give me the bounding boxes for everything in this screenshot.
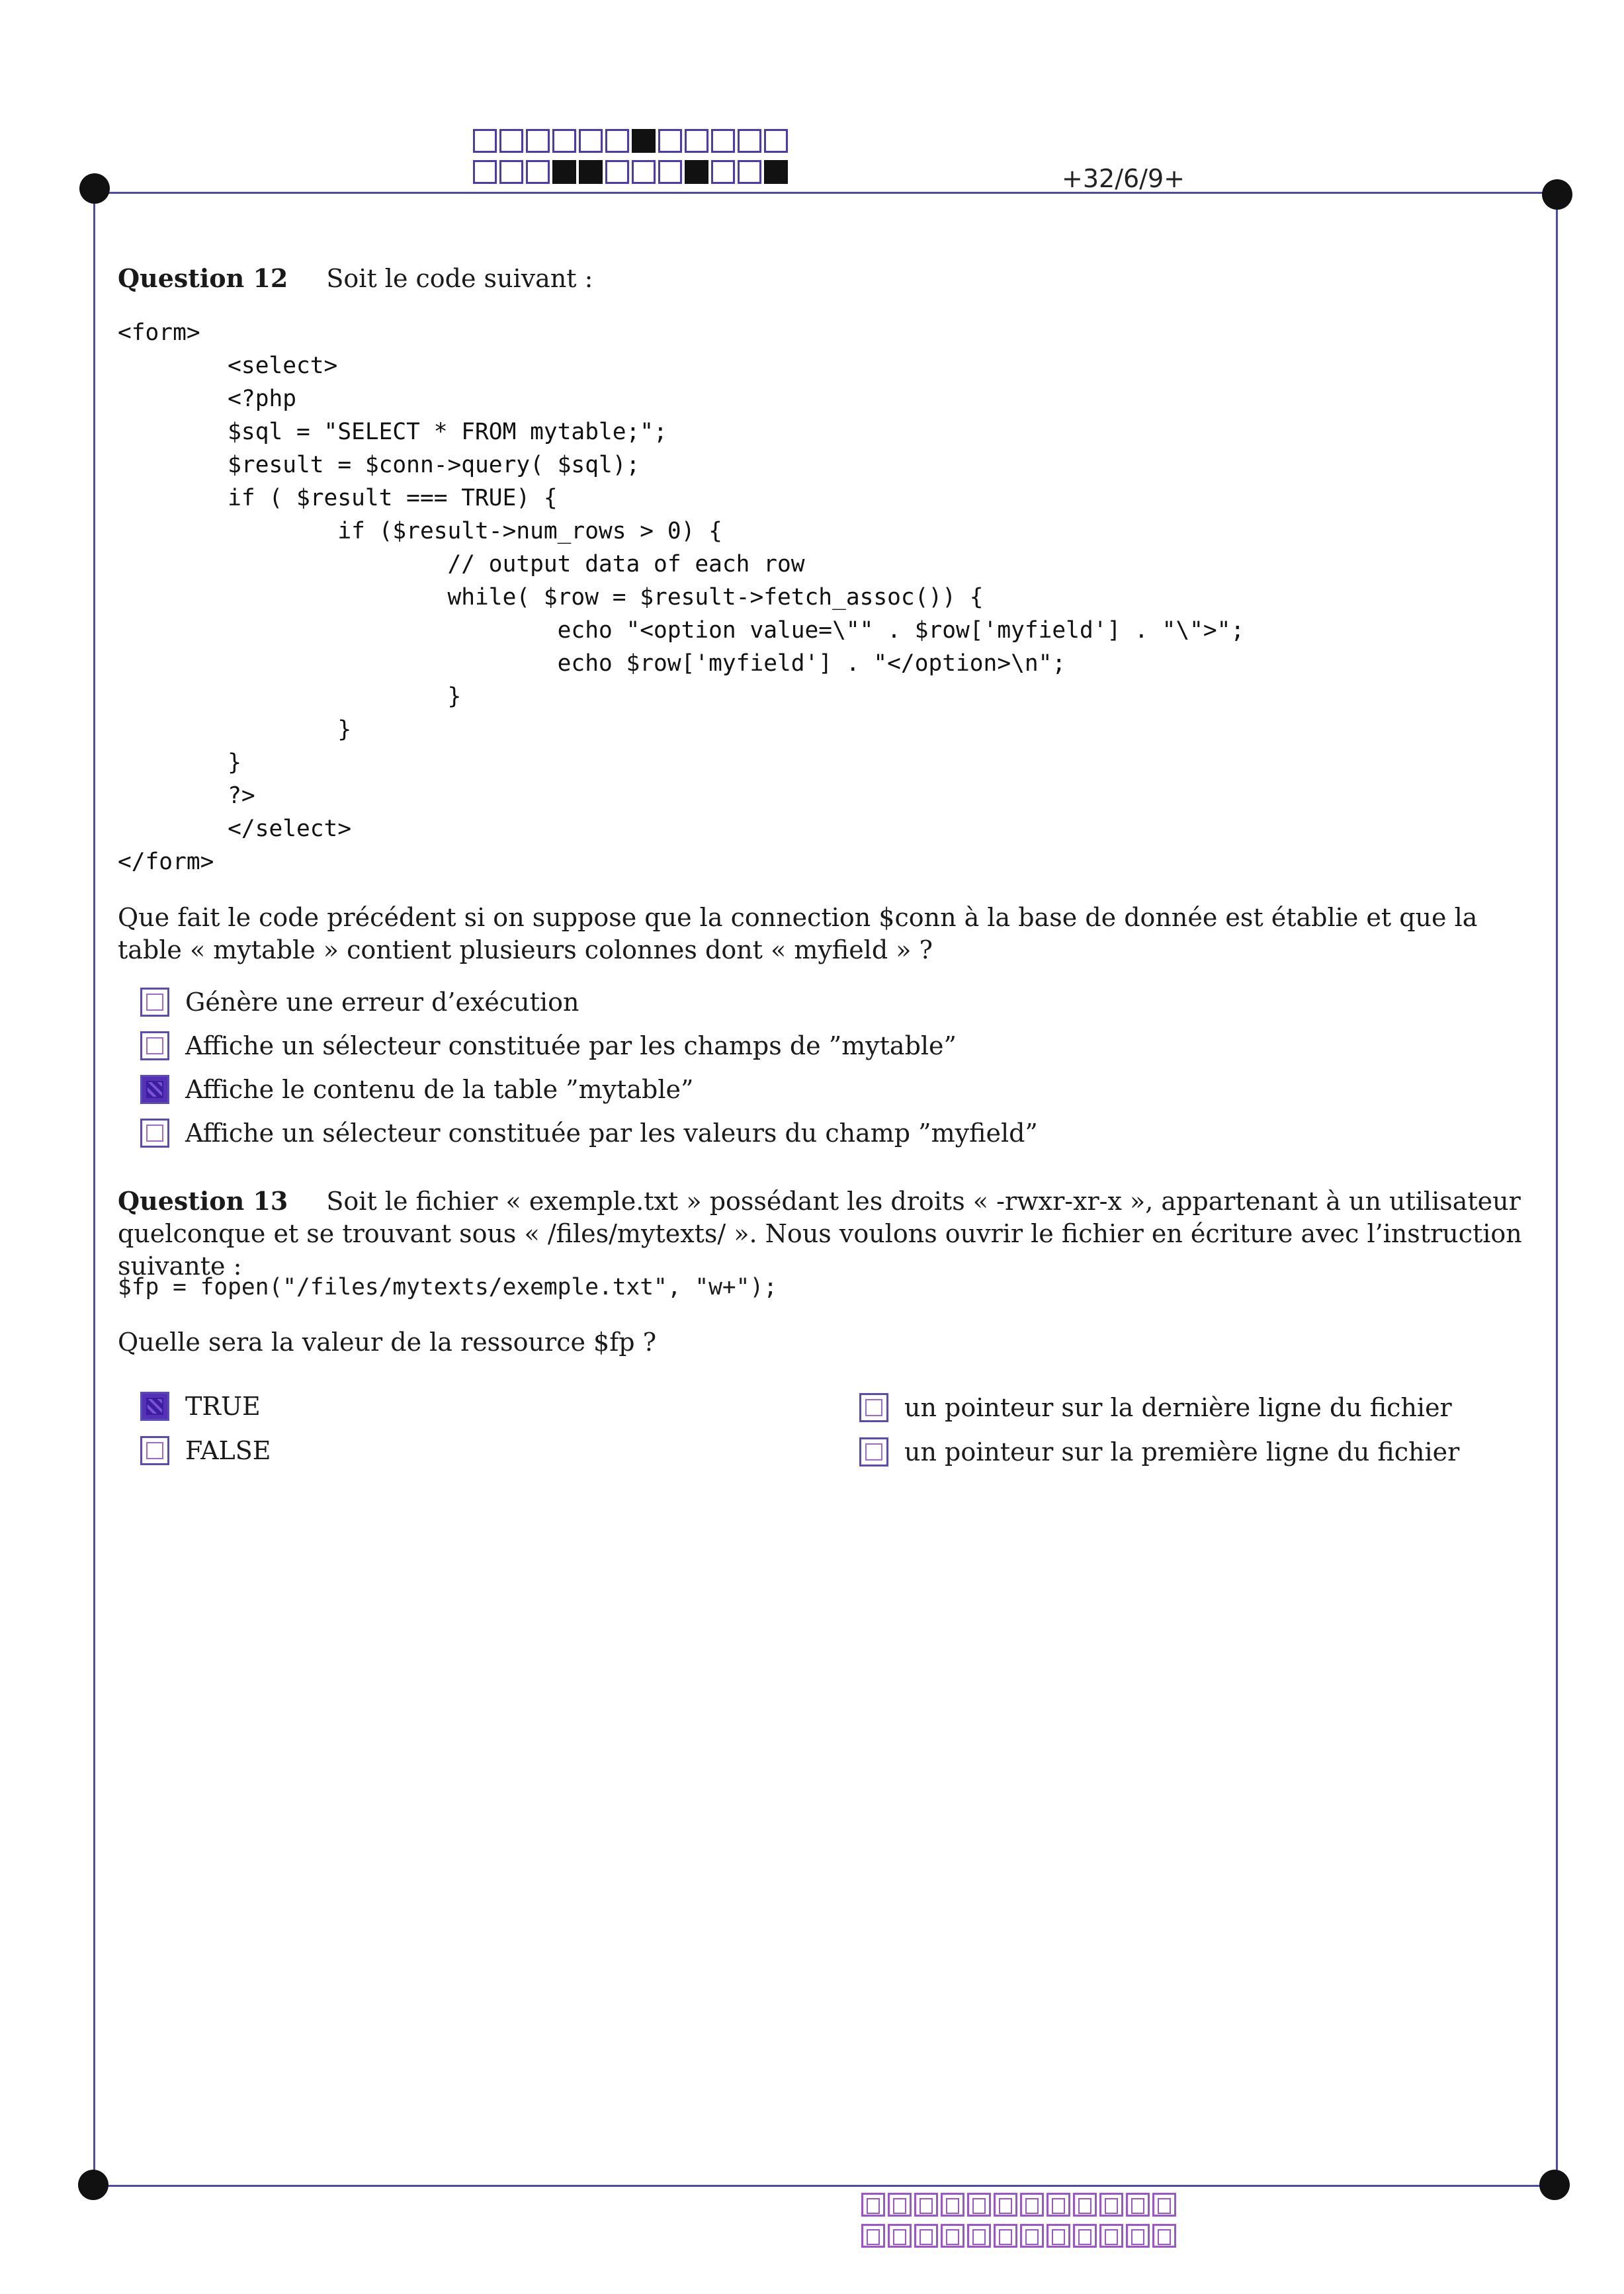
barcode-cell: [1152, 2224, 1176, 2248]
question-label: Question 13: [118, 1186, 288, 1216]
barcode-cell: [711, 160, 735, 184]
option-label: TRUE: [185, 1392, 261, 1421]
option-label: Affiche un sélecteur constituée par les champs de ”mytable”: [185, 1031, 957, 1060]
barcode-cell: [552, 129, 576, 153]
barcode-cell: [1099, 2193, 1123, 2217]
q12-option-1[interactable]: [140, 988, 579, 1017]
q13-option-false[interactable]: [140, 1436, 271, 1465]
barcode-cell: [994, 2224, 1017, 2248]
fopen-code: $fp = fopen("/files/mytexts/exemple.txt", "w+");: [118, 1274, 777, 1300]
barcode-cell: [738, 160, 761, 184]
q13-option-first-line[interactable]: [859, 1437, 1459, 1466]
question-12-text: Que fait le code précédent si on suppose que la connection $conn à la base de donnée est établie et que la table « mytable » contient plusieurs colonnes dont « myfield » ?: [118, 903, 1478, 964]
barcode-cell: [685, 160, 708, 184]
barcode-cell: [632, 129, 656, 153]
question-13-text: Quelle sera la valeur de la ressource $fp ?: [118, 1328, 657, 1357]
page-id: +32/6/9+: [1062, 164, 1185, 193]
barcode-cell: [1126, 2193, 1150, 2217]
question-intro: Soit le code suivant :: [326, 264, 593, 293]
barcode-cell: [861, 2224, 885, 2248]
barcode-cell: [1152, 2193, 1176, 2217]
barcode-cell: [914, 2193, 938, 2217]
barcode-cell: [861, 2193, 885, 2217]
barcode-cell: [526, 160, 550, 184]
barcode-cell: [1099, 2224, 1123, 2248]
barcode-cell: [941, 2224, 964, 2248]
q13-option-last-line[interactable]: [859, 1393, 1452, 1422]
barcode-bottom-row-2: [861, 2224, 1179, 2248]
barcode-cell: [685, 129, 708, 153]
q12-option-2[interactable]: [140, 1031, 957, 1060]
barcode-cell: [473, 129, 497, 153]
barcode-cell: [1126, 2224, 1150, 2248]
barcode-cell: [658, 129, 682, 153]
q12-option-4[interactable]: [140, 1119, 1038, 1148]
barcode-cell: [888, 2193, 912, 2217]
question-12-heading: [118, 263, 593, 293]
barcode-cell: [526, 129, 550, 153]
barcode-cell: [499, 160, 523, 184]
barcode-bottom-row-1: [861, 2193, 1179, 2217]
barcode-cell: [764, 160, 788, 184]
barcode-cell: [1020, 2224, 1044, 2248]
q12-option-3[interactable]: [140, 1075, 693, 1104]
frame-top-line: [94, 192, 1559, 194]
barcode-cell: [914, 2224, 938, 2248]
barcode-cell: [967, 2193, 991, 2217]
checkbox[interactable]: [140, 1119, 169, 1148]
barcode-cell: [1073, 2193, 1097, 2217]
barcode-cell: [605, 160, 629, 184]
q13-option-true[interactable]: [140, 1392, 261, 1421]
option-label: Affiche un sélecteur constituée par les valeurs du champ ”myfield”: [185, 1119, 1038, 1148]
checkbox[interactable]: [859, 1393, 888, 1422]
barcode-cell: [967, 2224, 991, 2248]
barcode-cell: [888, 2224, 912, 2248]
barcode-cell: [473, 160, 497, 184]
option-label: Affiche le contenu de la table ”mytable”: [185, 1075, 694, 1104]
option-label: un pointeur sur la première ligne du fichier: [904, 1437, 1460, 1466]
frame-left-line: [93, 191, 95, 2187]
frame-bottom-line: [94, 2185, 1559, 2187]
option-label: Génère une erreur d’exécution: [185, 988, 579, 1017]
corner-mark-bottom-left: [78, 2170, 108, 2200]
barcode-cell: [738, 129, 761, 153]
barcode-cell: [632, 160, 656, 184]
checkbox[interactable]: [140, 1075, 169, 1104]
barcode-top-row-2: [473, 160, 791, 184]
barcode-cell: [764, 129, 788, 153]
corner-mark-top-left: [79, 173, 110, 204]
checkbox[interactable]: [859, 1437, 888, 1466]
question-intro: Soit le fichier « exemple.txt » possédant les droits « -rwxr-xr-x », appartenant à un utilisateur quelconque et se trouvant sous « /files/mytexts/ ». Nous voulons ouvrir le fichier en écriture avec l’instruction suivante :: [118, 1187, 1522, 1281]
barcode-top-row-1: [473, 129, 791, 153]
option-label: un pointeur sur la dernière ligne du fichier: [904, 1393, 1452, 1422]
checkbox[interactable]: [140, 1436, 169, 1465]
corner-mark-bottom-right: [1539, 2170, 1570, 2200]
code-block: <form> <select> <?php $sql = "SELECT * FROM mytable;"; $result = $conn->query( $sql); if ( $result === TRUE) { if ($result->num_rows > 0) { // output data of each row while( $row = $result->fetch_assoc()) { echo "<option value=\"" . $row['myfield'] . "\">"; echo $row['myfield'] . "</option>\n"; } } } ?> </select> </form>: [118, 319, 1245, 875]
barcode-cell: [499, 129, 523, 153]
barcode-cell: [711, 129, 735, 153]
option-label: FALSE: [185, 1436, 271, 1465]
checkbox[interactable]: [140, 988, 169, 1017]
barcode-cell: [658, 160, 682, 184]
barcode-cell: [1047, 2224, 1070, 2248]
question-13-heading: [118, 1185, 1533, 1283]
question-label: Question 12: [118, 263, 288, 293]
barcode-cell: [1047, 2193, 1070, 2217]
barcode-cell: [994, 2193, 1017, 2217]
barcode-cell: [579, 129, 603, 153]
frame-right-line: [1556, 193, 1558, 2187]
barcode-cell: [552, 160, 576, 184]
corner-mark-top-right: [1542, 179, 1572, 210]
barcode-cell: [579, 160, 603, 184]
barcode-cell: [941, 2193, 964, 2217]
barcode-cell: [1020, 2193, 1044, 2217]
checkbox[interactable]: [140, 1392, 169, 1421]
checkbox[interactable]: [140, 1031, 169, 1060]
barcode-cell: [1073, 2224, 1097, 2248]
barcode-cell: [605, 129, 629, 153]
